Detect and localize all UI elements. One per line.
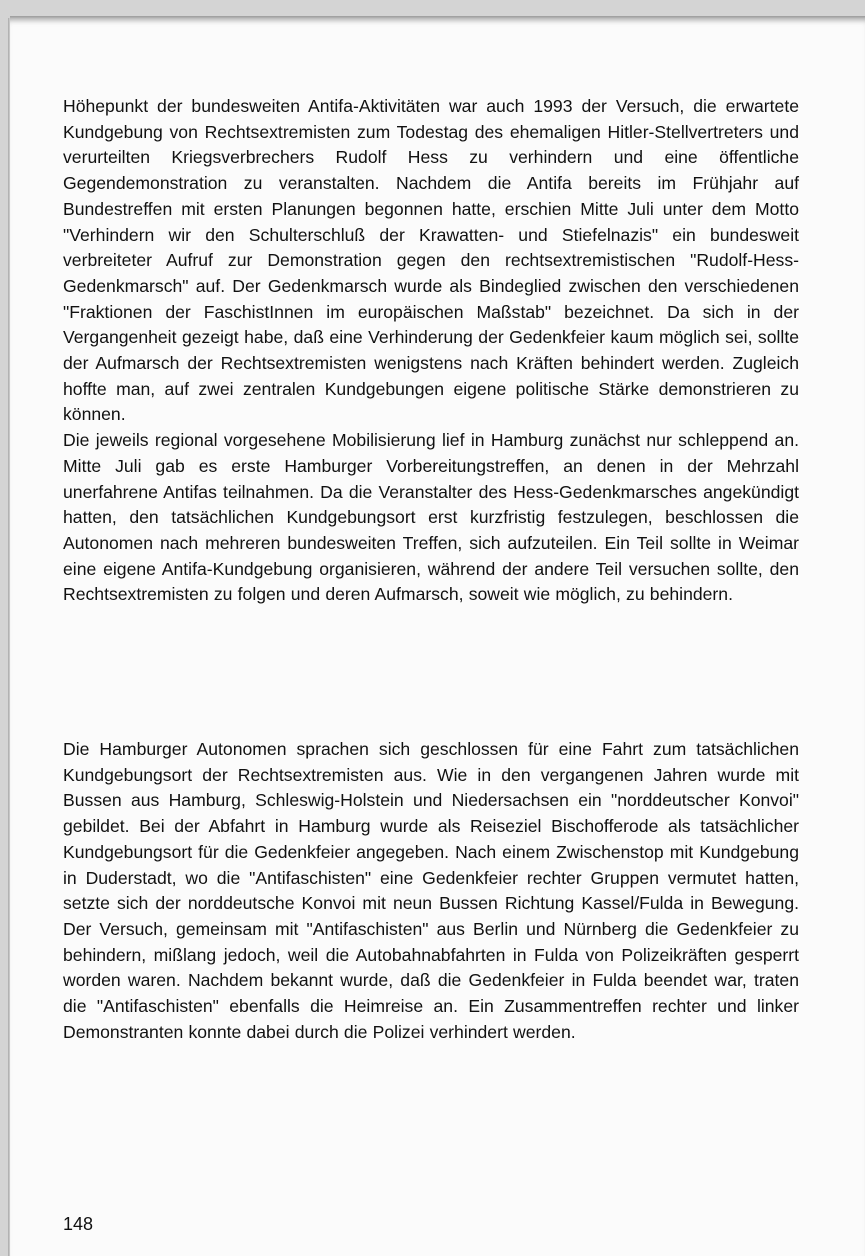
text-block-2 bbox=[63, 737, 799, 1045]
paragraph: Die jeweils regional vorgesehene Mobilisierung lief in Hamburg zunächst nur schleppend an. Mitte Juli gab es erste Hamburger Vorbereitungstreffen, an denen in der Mehrzahl unerfahrene Antifas teilnahmen. Da die Veranstalter des Hess-Gedenkmarsches angekündigt hatten, den tatsächlichen Kundgebungsort erst kurzfristig festzulegen, beschlossen die Autonomen nach mehreren bundesweiten Treffen, sich aufzuteilen. Ein Teil sollte in Weimar eine eigene Antifa-Kundgebung organisieren, während der andere Teil versuchen sollte, den Rechtsextremisten zu folgen und deren Aufmarsch, soweit wie möglich, zu behindern. bbox=[63, 430, 799, 605]
page-number: 148 bbox=[63, 1214, 94, 1234]
text-block-1 bbox=[63, 94, 799, 608]
paragraph: Die Hamburger Autonomen sprachen sich geschlossen für eine Fahrt zum tatsächlichen Kundgebungsort der Rechtsextremisten aus. Wie in den vergangenen Jahren wurde mit Bussen aus Hamburg, Schleswig-Holstein und Niedersachsen ein "norddeutscher Konvoi" gebildet. Bei der Abfahrt in Hamburg wurde als Reiseziel Bischofferode als tatsächlicher Kundgebungsort für die Gedenkfeier angegeben. Nach einem Zwischenstop mit Kundgebung in Duderstadt, wo die "Antifaschisten" eine Gedenkfeier rechter Gruppen vermutet hatten, setzte sich der norddeutsche Konvoi mit neun Bussen Richtung Kassel/Fulda in Bewegung. Der Versuch, gemeinsam mit "Antifaschisten" aus Berlin und Nürnberg die Gedenkfeier zu behindern, mißlang jedoch, weil die Autobahnabfahrten in Fulda von Polizeikräften gesperrt worden waren. Nachdem bekannt wurde, daß die Gedenkfeier in Fulda beendet war, traten die "Antifaschisten" ebenfalls die Heimreise an. Ein Zusammentreffen rechter und linker Demonstranten konnte dabei durch die Polizei verhindert werden. bbox=[63, 739, 799, 1042]
paragraph: Höhepunkt der bundesweiten Antifa-Aktivitäten war auch 1993 der Versuch, die erwartete Kundgebung von Rechtsextremisten zum Todestag des ehemaligen Hitler-Stellvertreters und verurteilten Kriegsverbrechers Rudolf Hess zu verhindern und eine öffentliche Gegendemonstration zu veranstalten. Nachdem die Antifa bereits im Frühjahr auf Bundestreffen mit ersten Planungen begonnen hatte, erschien Mitte Juli unter dem Motto "Verhindern wir den Schulterschluß der Krawatten- und Stiefelnazis" ein bundesweit verbreiteter Aufruf zur Demonstration gegen den rechtsextremistischen "Rudolf-Hess-Gedenkmarsch" auf. Der Gedenkmarsch wurde als Bindeglied zwischen den verschiedenen "Fraktionen der FaschistInnen im europäischen Maßstab" bezeichnet. Da sich in der Vergangenheit gezeigt habe, daß eine Verhinderung der Gedenkfeier kaum möglich sei, sollte der Aufmarsch der Rechtsextremisten wenigstens nach Kräften behindert werden. Zugleich hoffte man, auf zwei zentralen Kundgebungen eigene politische Stärke demonstrieren zu können. bbox=[63, 96, 799, 425]
